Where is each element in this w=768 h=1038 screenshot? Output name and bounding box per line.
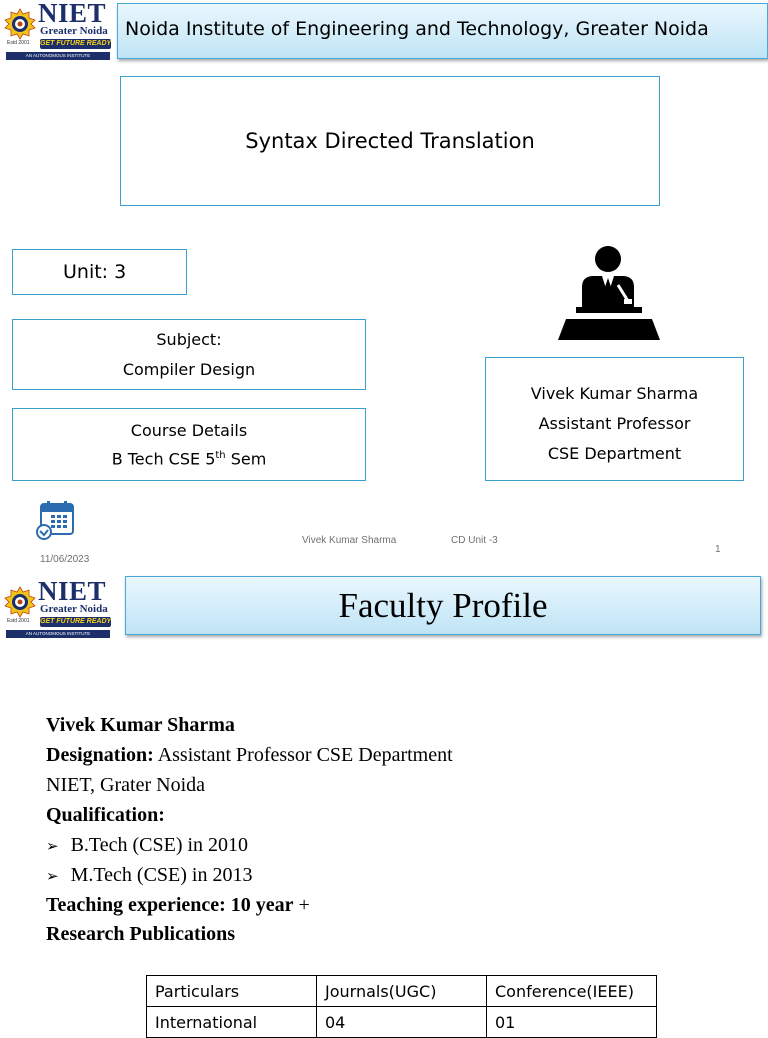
faculty-profile-slide <box>0 572 768 1032</box>
logo-estd-text: Estd 2001 <box>7 40 30 46</box>
topic-box <box>120 76 660 206</box>
logo-tagline: GET FUTURE READY <box>40 40 111 47</box>
course-details-box <box>12 408 366 481</box>
slide-title-banner <box>125 576 761 635</box>
profile-institute: NIET, Grater Noida <box>46 774 206 796</box>
footer-author: Vivek Kumar Sharma <box>302 535 397 546</box>
research-heading: Research Publications <box>46 923 236 945</box>
logo-estd-text: Estd 2001 <box>7 618 30 624</box>
faculty-name: Vivek Kumar Sharma <box>530 384 699 403</box>
profile-designation: Designation: Assistant Professor CSE Department <box>46 744 453 766</box>
footer-unit: CD Unit -3 <box>451 535 498 546</box>
qualification-item: ➢ B.Tech (CSE) in 2010 <box>46 834 249 856</box>
logo-autonomous-text: AN AUTONOMOUS INSTITUTE <box>6 630 110 638</box>
profile-name: Vivek Kumar Sharma <box>46 714 235 736</box>
speaker-podium-icon <box>558 243 660 341</box>
table-header-cell: Journals(UGC) <box>317 976 487 1007</box>
logo-location-text: Greater Noida <box>40 25 108 37</box>
subject-label: Subject: <box>156 329 222 349</box>
table-cell: 01 <box>487 1007 657 1038</box>
footer-date: 11/06/2023 <box>40 554 90 565</box>
subject-box <box>12 319 366 390</box>
table-row <box>147 1007 657 1038</box>
qualification-item: ➢ M.Tech (CSE) in 2013 <box>46 864 253 886</box>
teaching-experience: Teaching experience: 10 year + <box>46 894 310 916</box>
table-cell: International <box>147 1007 317 1038</box>
publications-table <box>146 975 657 1038</box>
logo-autonomous-text: AN AUTONOMOUS INSTITUTE <box>6 52 110 60</box>
qualification-heading: Qualification: <box>46 804 165 826</box>
arrow-bullet-icon: ➢ <box>46 837 59 855</box>
niet-emblem-icon <box>4 8 36 40</box>
page-number: 1 <box>715 544 721 555</box>
logo-niet-text: NIET <box>38 576 107 606</box>
calendar-icon <box>35 499 77 541</box>
table-header-cell: Particulars <box>147 976 317 1007</box>
faculty-box <box>485 357 744 481</box>
niet-emblem-icon <box>4 586 36 618</box>
niet-logo <box>2 576 112 638</box>
topic-title: Syntax Directed Translation <box>245 129 535 153</box>
table-header-row <box>147 976 657 1007</box>
arrow-bullet-icon: ➢ <box>46 867 59 885</box>
faculty-department: CSE Department <box>547 444 682 463</box>
logo-niet-text: NIET <box>38 0 107 28</box>
faculty-designation: Assistant Professor <box>538 414 691 433</box>
institute-banner <box>117 3 768 59</box>
course-label: Course Details <box>130 420 248 440</box>
unit-label: Unit: 3 <box>63 261 127 283</box>
logo-tagline: GET FUTURE READY <box>40 618 111 625</box>
table-cell: 04 <box>317 1007 487 1038</box>
subject-name: Compiler Design <box>122 359 256 379</box>
niet-logo <box>2 2 112 60</box>
logo-location-text: Greater Noida <box>40 603 108 615</box>
slide-title: Faculty Profile <box>338 586 548 625</box>
institute-title: Noida Institute of Engineering and Technology, Greater Noida <box>125 18 709 40</box>
course-value: B Tech CSE 5th Sem <box>111 449 267 469</box>
table-header-cell: Conference(IEEE) <box>487 976 657 1007</box>
unit-box <box>12 249 187 295</box>
